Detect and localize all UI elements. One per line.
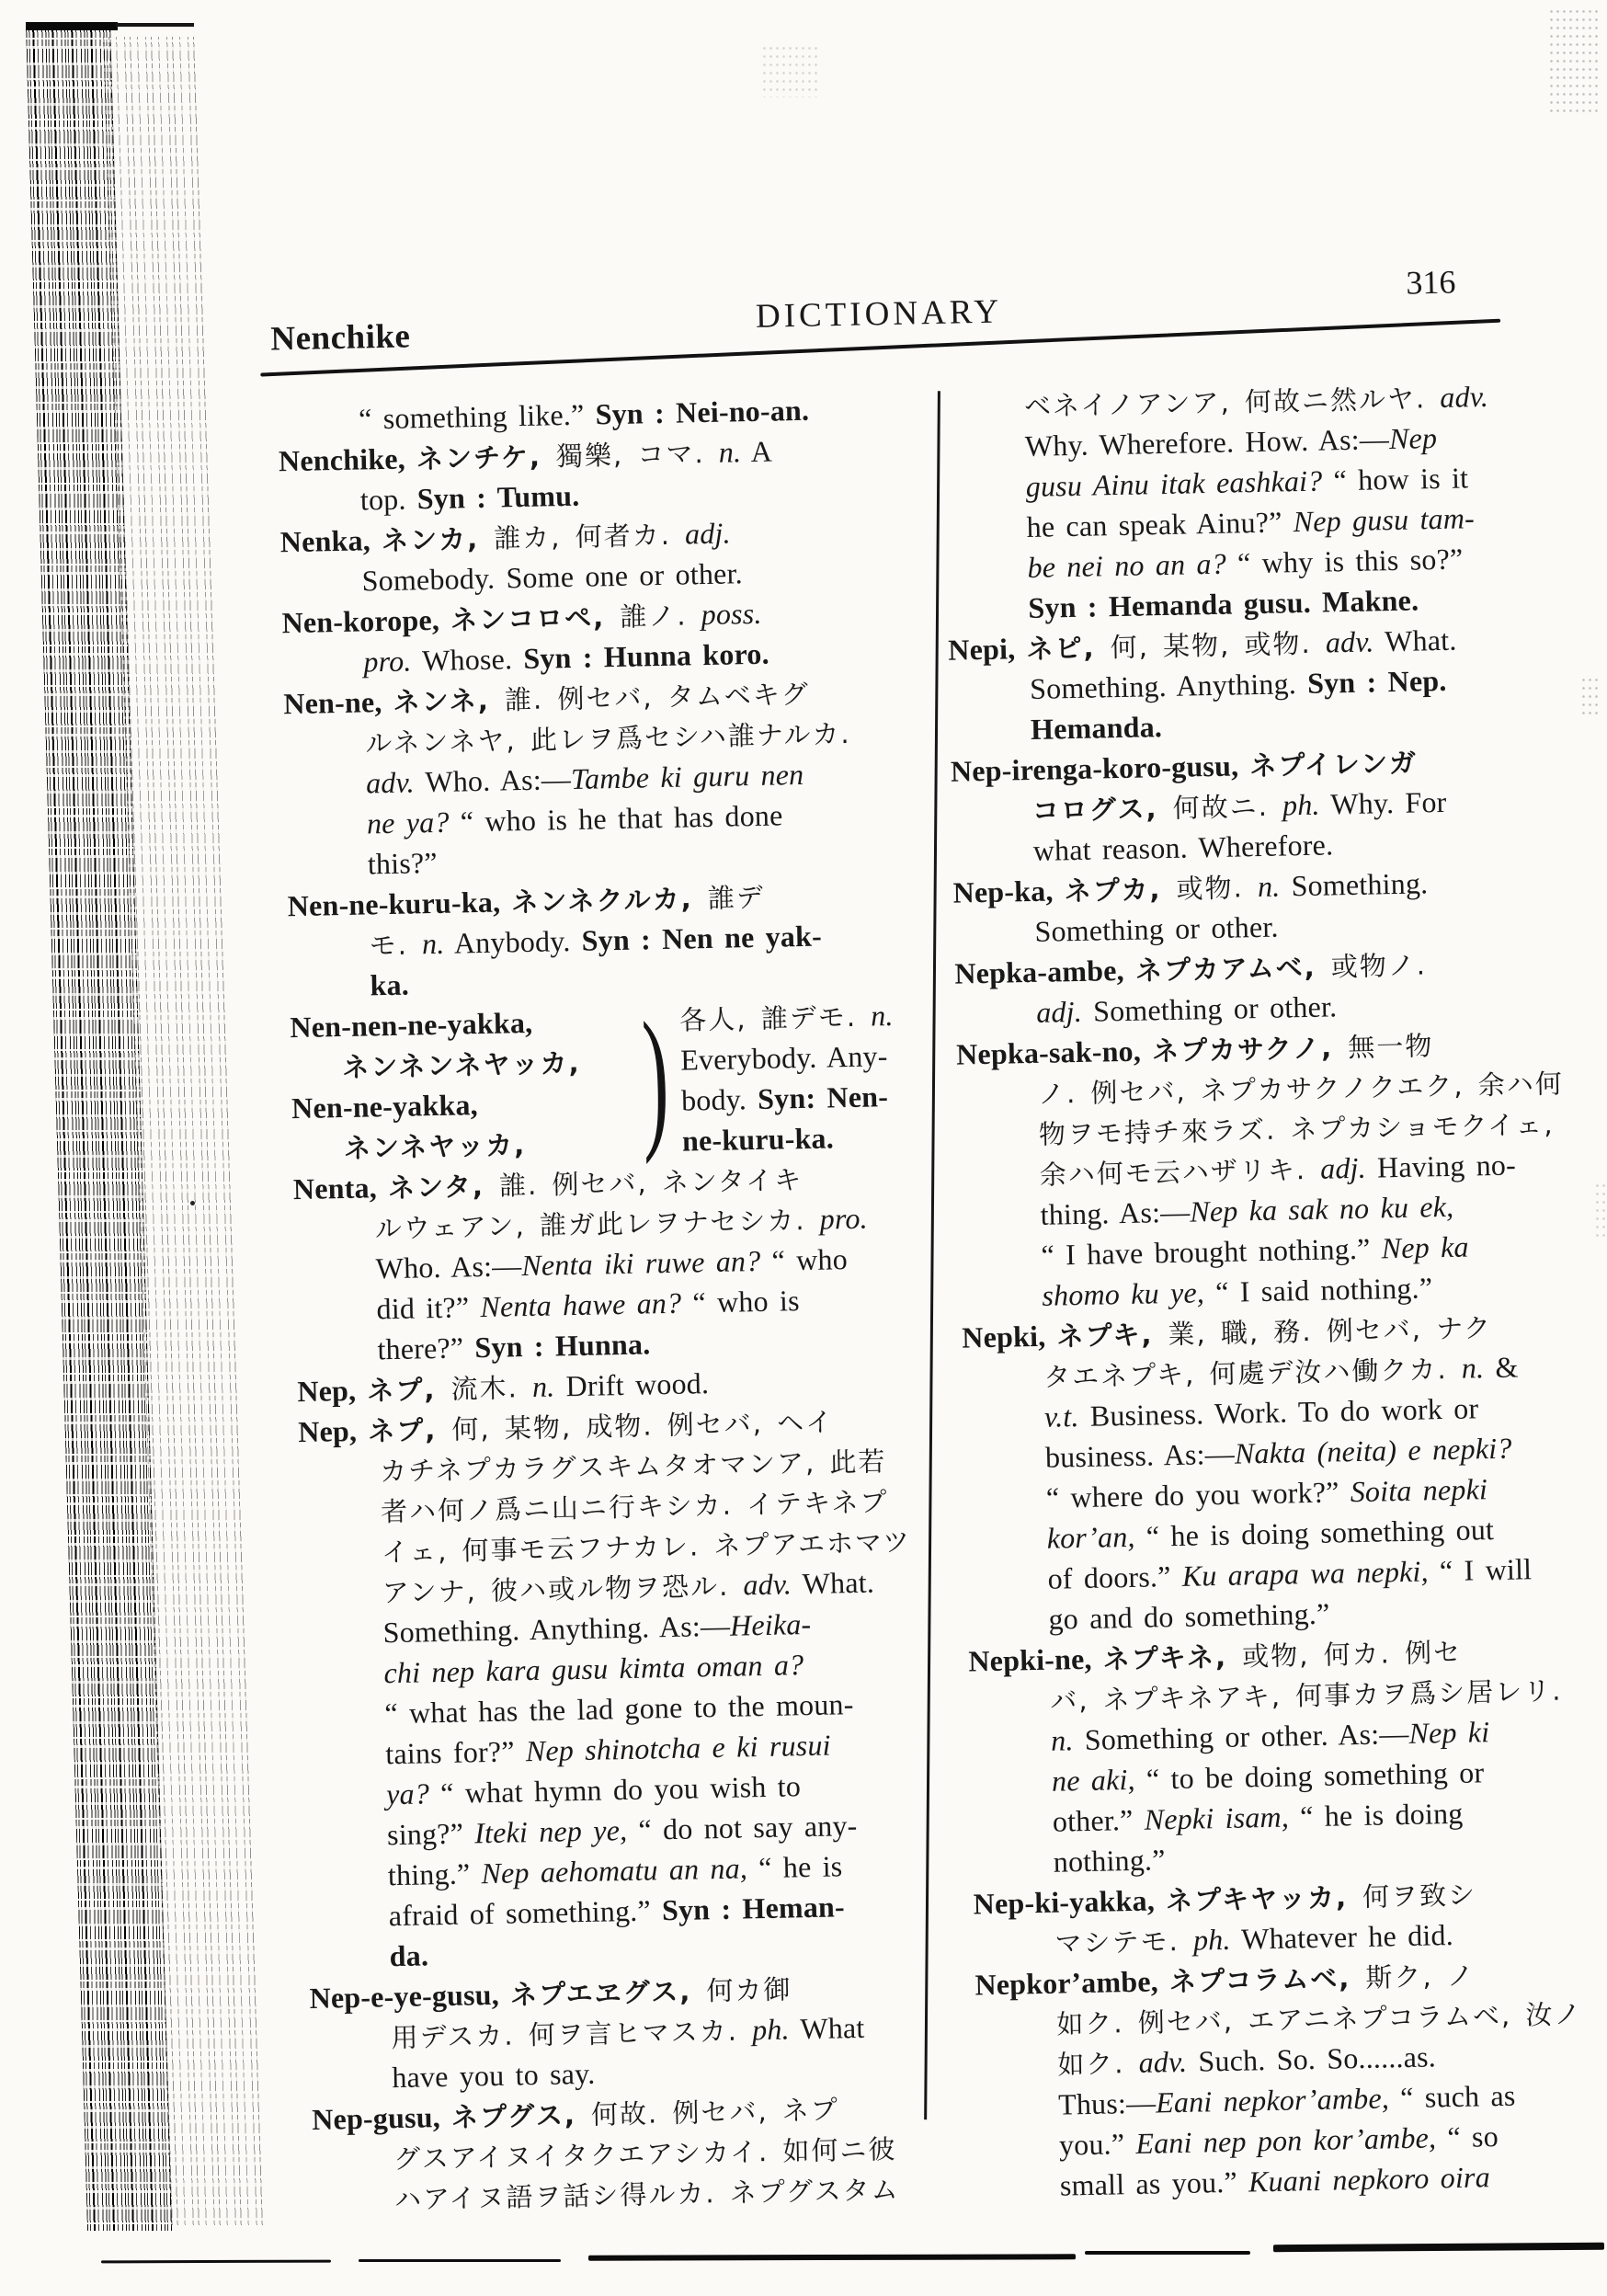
bold-text: Nep-ki-yakka, <box>973 1883 1167 1921</box>
bold-text: Nen-korope, <box>281 602 451 640</box>
plain-text: Everybody. Any- <box>679 1039 888 1077</box>
italic-text: poss. <box>701 596 762 632</box>
dictionary-column-right <box>943 375 1583 2207</box>
italic-text: Ku arapa wa nepki, <box>1181 1554 1441 1593</box>
plain-text: go and do something.” <box>1048 1596 1330 1636</box>
italic-text: Nep shinotcha e ki rusui <box>525 1728 832 1768</box>
japanese-bold-text: ネプ, <box>367 1373 451 1407</box>
bold-text: Syn: Nen- <box>757 1079 889 1115</box>
bold-text: Hemanda. <box>1030 710 1163 746</box>
entry-text-line <box>679 995 894 1040</box>
italic-text: be nei no an a? <box>1027 546 1238 584</box>
plain-text: “ he is doing something out <box>1145 1513 1495 1553</box>
plain-text: Who. As:— <box>414 762 572 799</box>
plain-text: Who. As:— <box>375 1249 522 1285</box>
plain-text: tains for?” <box>384 1734 527 1771</box>
japanese-text: 何, 某物, 成物. 例セバ, ヘイ <box>451 1406 835 1445</box>
bold-text: da. <box>389 1938 429 1973</box>
bold-text: Nep-e-ye-gusu, <box>309 1977 511 2015</box>
page-header-title: DICTIONARY <box>755 292 1003 336</box>
japanese-text: 誰ノ. <box>619 600 702 633</box>
japanese-bold-text: ネプキ, <box>1056 1319 1168 1353</box>
bold-text: Nepki-ne, <box>968 1641 1104 1678</box>
plain-text: “ something like.” <box>358 397 596 436</box>
japanese-bold-text: ネプキヤッカ, <box>1165 1880 1363 1917</box>
italic-text: Eani nepkor’ambe, <box>1155 2081 1401 2119</box>
italic-text: n. <box>531 1369 555 1403</box>
bold-text: Nep-ka, <box>952 874 1066 909</box>
japanese-text: 何, 某物, 或物. <box>1110 627 1327 664</box>
japanese-bold-text: ネプコラムベ, <box>1168 1961 1366 1998</box>
plain-text: Such. So. So......as. <box>1186 2039 1437 2078</box>
italic-text: Nenta hawe an? <box>480 1285 693 1324</box>
bold-text: Syn : Hemanda gusu. Makne. <box>1028 583 1419 624</box>
italic-text: Nep ka <box>1381 1229 1469 1265</box>
japanese-text: 何故ニ. <box>1172 790 1283 824</box>
japanese-bold-text: ネンカ, <box>381 522 495 557</box>
japanese-text: 誰. 例セバ, タムベキグ <box>504 678 811 716</box>
italic-text: ph. <box>1282 787 1321 822</box>
plain-text: What. <box>791 1565 875 1601</box>
japanese-text: 業, 職, 務. 例セバ, ナク <box>1168 1312 1493 1351</box>
plain-text: there?” <box>377 1331 475 1366</box>
plain-text: What <box>789 2010 865 2046</box>
italic-text: n. <box>870 999 894 1033</box>
japanese-bold-text: ネンネクルカ, <box>511 883 709 919</box>
japanese-text: 或物ノ. <box>1330 949 1428 983</box>
plain-text: “ who is <box>692 1284 800 1319</box>
plain-text: business. As:— <box>1044 1436 1236 1474</box>
japanese-text: 或物. <box>1176 872 1259 905</box>
entry-text-line <box>680 1035 895 1080</box>
plain-text: “ to be doing something or <box>1145 1755 1485 1796</box>
italic-text: adv. <box>365 765 416 800</box>
plain-text: Somebody. Some one or other. <box>361 556 744 598</box>
japanese-text: 無一物 <box>1347 1030 1434 1064</box>
plain-text: “ he is doing <box>1299 1796 1464 1833</box>
bold-text: Nep, <box>297 1373 368 1409</box>
italic-text: Nepki isam, <box>1144 1799 1301 1836</box>
japanese-text: タエネプキ, 何處デ汝ハ働クカ. <box>1043 1353 1463 1393</box>
japanese-text: ベネイノアンア, 何故ニ然ルヤ. <box>1023 382 1441 423</box>
plain-text: you.” <box>1058 2126 1136 2162</box>
entry-text-line <box>682 1116 896 1161</box>
page-number: 316 <box>1406 263 1456 302</box>
italic-text: n. <box>421 926 445 961</box>
plain-text: “ he is <box>758 1849 843 1885</box>
plain-text: Something. <box>1280 866 1429 903</box>
plain-text: thing. As:— <box>1040 1194 1191 1231</box>
plain-text: “ I have brought nothing.” <box>1041 1231 1383 1272</box>
plain-text: Business. Work. To do work or <box>1078 1391 1479 1434</box>
japanese-text: グスアイヌイタクエアシカイ. 如何ニ彼 <box>393 2133 897 2176</box>
japanese-bold-text: ネピ, <box>1026 632 1111 666</box>
plain-text: what reason. Wherefore. <box>1032 828 1334 867</box>
japanese-text: 各人, 誰デモ. <box>679 1000 872 1036</box>
bold-text: Syn : Nei-no-an. <box>595 393 810 431</box>
plain-text: “ I will <box>1439 1552 1533 1588</box>
brace-group-definition <box>679 995 896 1161</box>
bold-text: Nenchike, <box>278 441 417 478</box>
bold-text: Syn : Tumu. <box>416 478 580 516</box>
plain-text: Drift wood. <box>554 1366 710 1403</box>
italic-text: pro. <box>819 1201 869 1236</box>
italic-text: Eani nep pon kor’ambe, <box>1135 2120 1448 2160</box>
plain-text: “ I said nothing.” <box>1214 1271 1433 1309</box>
plain-text: “ such as <box>1399 2078 1516 2115</box>
japanese-text: 何ヲ致シ <box>1362 1879 1477 1913</box>
italic-text: Iteki nep ye, <box>473 1812 639 1850</box>
plain-text: nothing.” <box>1053 1843 1166 1879</box>
japanese-text: バ, ネプキネアキ, 何事カヲ爲シ居レリ. <box>1049 1674 1563 1717</box>
japanese-text: 何故. 例セバ, ネプ <box>590 2094 840 2130</box>
japanese-bold-text: ネプキネ, <box>1102 1640 1243 1675</box>
plain-text: afraid of something.” <box>388 1893 663 1933</box>
plain-text: Something or other. <box>1034 909 1279 948</box>
bold-text: Nen-ne-yakka, <box>291 1088 479 1125</box>
bold-text: Nen-nen-ne-yakka, <box>290 1005 533 1045</box>
bold-text: Nepka-ambe, <box>954 953 1136 990</box>
plain-text: did it?” <box>376 1290 481 1326</box>
japanese-bold-text: ネンネヤッカ, <box>343 1129 527 1165</box>
plain-text: “ what hymn do you wish to <box>439 1769 802 1811</box>
bold-text: Syn : Hunna koro. <box>523 636 770 676</box>
japanese-text: ルネンネヤ, 此レヲ爲セシハ誰ナルカ. <box>364 717 851 760</box>
japanese-text: アンナ, 彼ハ或ル物ヲ恐ル. <box>382 1570 744 1609</box>
italic-text: ya? <box>385 1776 441 1811</box>
plain-text: body. <box>680 1081 758 1117</box>
bold-text: Nepi, <box>947 632 1027 667</box>
italic-text: adv. <box>1439 379 1489 414</box>
japanese-bold-text: ネンネンネヤッカ, <box>341 1046 581 1084</box>
plain-text: A <box>740 434 773 469</box>
japanese-text: モ. <box>369 929 423 962</box>
plain-text: What. <box>1373 623 1457 658</box>
italic-text: adj. <box>1319 1150 1367 1185</box>
italic-text: adj. <box>1035 994 1083 1029</box>
bold-text: Syn : Nep. <box>1306 663 1447 700</box>
italic-text: chi nep kara gusu kimta oman a? <box>383 1648 804 1690</box>
italic-text: Heika- <box>729 1606 812 1642</box>
japanese-bold-text: ネンコロペ, <box>450 600 621 636</box>
japanese-text: イェ, 何事モ云フナカレ. ネプアエホマツ <box>381 1525 912 1569</box>
entry-text-line <box>291 1042 581 1088</box>
japanese-bold-text: ネンチケ, <box>416 440 557 475</box>
entry-text-line <box>681 1076 895 1121</box>
plain-text: Having no- <box>1365 1148 1517 1184</box>
plain-text: “ what has the lad gone to the moun- <box>384 1687 854 1731</box>
bold-text: Nen-ne-kuru-ka, <box>287 885 512 923</box>
bold-text: ka. <box>370 967 410 1002</box>
plain-text: sing?” <box>386 1816 475 1852</box>
plain-text: thing.” <box>387 1856 482 1892</box>
bold-text: Nenka, <box>279 523 382 559</box>
japanese-bold-text: ネプイレンガ <box>1249 747 1419 782</box>
bold-text: Syn : Nen ne yak- <box>581 919 823 957</box>
italic-text: Nenta iki ruwe an? <box>521 1243 772 1283</box>
plain-text: Why. For <box>1319 784 1447 821</box>
bold-text: Nep-gusu, <box>311 2099 452 2136</box>
japanese-text: 誰カ, 何者カ. <box>493 519 686 554</box>
italic-text: adj. <box>684 516 732 551</box>
bold-text: Nen-ne, <box>282 684 394 721</box>
bold-text: Nepka-sak-no, <box>955 1034 1153 1071</box>
japanese-bold-text: ネプカアムベ, <box>1134 951 1332 987</box>
plain-text: & <box>1483 1350 1519 1385</box>
italic-text: Nep ki <box>1408 1715 1490 1750</box>
plain-text: Whatever he did. <box>1230 1917 1454 1956</box>
japanese-bold-text: ネンタ, <box>387 1170 500 1205</box>
plain-text: this?” <box>367 845 439 881</box>
japanese-text: 物ヲモ持チ來ラズ. ネプカショモクイェ, <box>1038 1108 1555 1150</box>
italic-text: Kuani nepkoro oira <box>1248 2160 1491 2199</box>
bold-text: ne-kuru-ka. <box>681 1121 835 1158</box>
italic-text: Soita nepki <box>1350 1472 1488 1509</box>
japanese-text: 如ク. <box>1056 2047 1139 2081</box>
italic-text: n. <box>1461 1351 1485 1385</box>
running-head: Nenchike <box>269 317 411 359</box>
bold-text: Nepki, <box>961 1319 1057 1354</box>
japanese-bold-text: ネプエヱグス, <box>509 1975 707 2011</box>
italic-text: Nep <box>1388 421 1438 456</box>
italic-text: Nakta (neita) e nepki? <box>1234 1431 1512 1470</box>
plain-text: Why. Wherefore. How. As:— <box>1024 422 1390 463</box>
italic-text: Nep gusu tam- <box>1293 501 1476 539</box>
plain-text: top. <box>359 482 418 517</box>
plain-text: have you to say. <box>392 2056 596 2095</box>
japanese-text: マシテモ. <box>1054 1925 1194 1959</box>
japanese-bold-text: ネプ, <box>368 1413 452 1447</box>
italic-text: ph. <box>751 2012 791 2047</box>
italic-text: pro. <box>363 644 412 679</box>
japanese-text: 誰デ <box>707 881 766 915</box>
italic-text: n. <box>718 435 742 469</box>
japanese-text: 如ク. 例セバ, エアニネプコラムベ, 汝ノ <box>1056 1998 1583 2040</box>
japanese-bold-text: ネプカ, <box>1064 873 1177 908</box>
italic-text: Nep ka sak no ku ek, <box>1189 1189 1454 1228</box>
plain-text: small as you.” <box>1059 2165 1249 2202</box>
japanese-text: 流木. <box>450 1371 533 1405</box>
italic-text: adv. <box>743 1567 792 1602</box>
entry-text-line <box>292 1123 583 1169</box>
plain-text: Something. Anything. <box>1029 666 1308 705</box>
japanese-bold-text: ネプカサクノ, <box>1151 1032 1349 1068</box>
plain-text: “ why is this so?” <box>1237 542 1464 580</box>
italic-text: adv. <box>1138 2044 1188 2079</box>
grouping-brace: ) <box>640 989 671 1166</box>
plain-text: Anybody. <box>444 923 583 960</box>
japanese-text: 獨樂, コマ. <box>555 437 720 473</box>
bold-text: Nep-irenga-koro-gusu, <box>950 748 1250 788</box>
bold-text: Syn : Hunna. <box>474 1327 651 1365</box>
japanese-text: 誰. 例セバ, ネンタイキ <box>498 1164 804 1202</box>
italic-text: Tambe ki guru nen <box>570 757 804 795</box>
entry-headword-line <box>290 1001 580 1047</box>
italic-text: ne aki, <box>1051 1762 1147 1798</box>
plain-text: Thus:— <box>1057 2085 1157 2121</box>
plain-text: he can speak Ainu?” <box>1026 505 1294 543</box>
japanese-text: 何カ御 <box>706 1973 792 2007</box>
bold-text: Nepkor’ambe, <box>974 1964 1170 2002</box>
plain-text: “ who is he that has done <box>460 798 783 839</box>
japanese-text: ルウェアン, 誰ガ此レヲナセシカ. <box>374 1204 821 1245</box>
italic-text: n. <box>1257 869 1281 904</box>
japanese-bold-text: ネンネ, <box>393 684 506 718</box>
plain-text: “ where do you work?” <box>1045 1475 1351 1514</box>
plain-text: “ who <box>771 1242 849 1277</box>
plain-text: “ how is it <box>1333 461 1469 497</box>
italic-text: n. <box>1050 1723 1074 1757</box>
italic-text: ne ya? <box>366 805 462 840</box>
plain-text: “ do not say any- <box>638 1808 858 1846</box>
japanese-text: 余ハ何モ云ハザリキ. <box>1039 1153 1321 1191</box>
dictionary-column-left <box>278 388 943 2221</box>
japanese-text: 或物, 何カ. 例セ <box>1241 1636 1463 1673</box>
bold-text: Syn : Heman- <box>661 1890 846 1927</box>
plain-text: Whose. <box>411 642 524 678</box>
japanese-bold-text: コログス, <box>1031 792 1174 827</box>
japanese-text: ハアイヌ語ヲ話シ得ルカ. ネプグスタム <box>393 2174 900 2216</box>
italic-text: gusu Ainu itak eashkai? <box>1025 463 1334 504</box>
italic-text: v.t. <box>1043 1399 1079 1434</box>
italic-text: adv. <box>1325 624 1374 659</box>
entry-headword-line <box>291 1082 582 1128</box>
plain-text: Something or other. <box>1081 989 1338 1028</box>
japanese-text: 斯ク, ノ <box>1365 1959 1476 1993</box>
plain-text: of doors.” <box>1047 1559 1183 1595</box>
japanese-text: 者ハ何ノ爲ニ山ニ行キシカ. イテキネプ <box>380 1486 889 1528</box>
italic-text: Nep aehomatu an na, <box>481 1851 759 1890</box>
plain-text: Something. Anything. As:— <box>382 1608 731 1650</box>
plain-text: other.” <box>1052 1802 1145 1838</box>
brace-group-headwords <box>290 1001 583 1169</box>
plain-text: Something or other. As:— <box>1073 1716 1409 1757</box>
italic-text: ph. <box>1192 1922 1231 1957</box>
japanese-text: カチネプカラグスキムタオマンア, 此若 <box>379 1445 887 1488</box>
italic-text: shomo ku ye, <box>1042 1275 1216 1312</box>
japanese-text: 用デスカ. 何ヲ言ヒマスカ. <box>391 2015 753 2054</box>
plain-text: “ so <box>1447 2119 1499 2154</box>
bold-text: Nep, <box>297 1413 369 1449</box>
brace-grouped-entries <box>290 989 921 1169</box>
italic-text: kor’an, <box>1046 1519 1147 1555</box>
bold-text: Nenta, <box>292 1171 389 1206</box>
japanese-text: ノ. 例セバ, ネプカサクノクエク, 余ハ何 <box>1037 1068 1565 1110</box>
japanese-bold-text: ネプグス, <box>450 2098 592 2133</box>
